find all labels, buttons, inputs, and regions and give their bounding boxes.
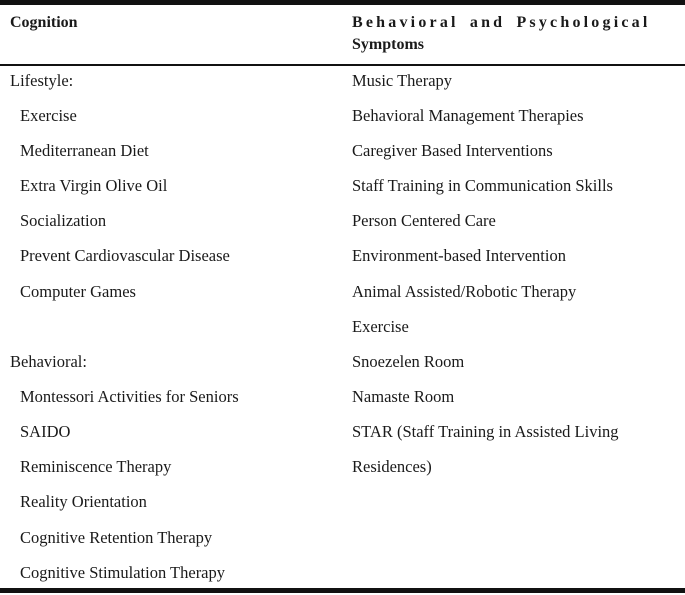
- top-rule: [0, 0, 685, 5]
- header-behavioral-psychological-symptoms: [352, 12, 674, 56]
- list-item: Exercise: [20, 106, 77, 125]
- list-item: Music Therapy: [352, 71, 453, 90]
- header-rule: [0, 64, 685, 66]
- lifestyle-heading: Lifestyle:: [10, 71, 74, 90]
- list-item: Computer Games: [20, 282, 136, 301]
- list-item: SAIDO: [20, 422, 71, 441]
- list-item: Exercise: [352, 317, 409, 336]
- list-item: Caregiver Based Interventions: [352, 141, 553, 160]
- header-right-line1: Behavioral and Psychological: [352, 14, 651, 31]
- list-item: Namaste Room: [352, 387, 455, 406]
- list-item: Reality Orientation: [20, 492, 147, 511]
- list-item: Reminiscence Therapy: [20, 457, 172, 476]
- list-item: Environment-based Intervention: [352, 246, 566, 265]
- list-item: STAR (Staff Training in Assisted Living: [352, 422, 619, 441]
- list-item: Cognitive Retention Therapy: [20, 528, 213, 547]
- header-right-line2: Symptoms: [352, 36, 425, 53]
- behavioral-heading: Behavioral:: [10, 352, 87, 371]
- list-item: Person Centered Care: [352, 211, 496, 230]
- list-item: Montessori Activities for Seniors: [20, 387, 239, 406]
- list-item: Cognitive Stimulation Therapy: [20, 563, 226, 582]
- list-item: Behavioral Management Therapies: [352, 106, 584, 125]
- list-item: Socialization: [20, 211, 107, 230]
- list-item: Prevent Cardiovascular Disease: [20, 246, 230, 265]
- list-item: Extra Virgin Olive Oil: [20, 176, 168, 195]
- list-item: Staff Training in Communication Skills: [352, 176, 613, 195]
- list-item: Snoezelen Room: [352, 352, 465, 371]
- list-item: Animal Assisted/Robotic Therapy: [352, 282, 577, 301]
- list-item: Mediterranean Diet: [20, 141, 149, 160]
- list-item: Residences): [352, 457, 432, 476]
- bottom-rule: [0, 588, 685, 593]
- header-cognition: Cognition: [10, 14, 78, 31]
